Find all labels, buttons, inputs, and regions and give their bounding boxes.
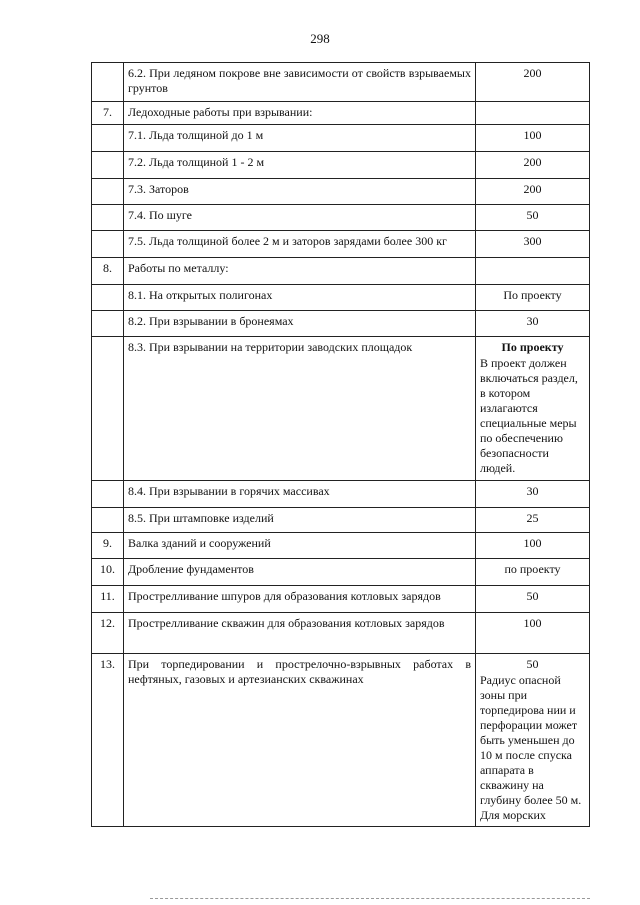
row-value [476,102,590,125]
row-number [92,63,124,102]
row-number [92,337,124,481]
row-value: 50 [476,586,590,613]
table-row [92,152,590,179]
table-row [92,125,590,152]
row-value: 30 [476,311,590,337]
row-number [92,285,124,311]
row-number [92,152,124,179]
row-description: 8.5. При штамповке изделий [124,508,476,533]
row-description: 8.1. На открытых полигонах [124,285,476,311]
row-number: 13. [92,654,124,827]
table-row [92,63,590,102]
row-description: Работы по металлу: [124,258,476,285]
row-value: 100 [476,613,590,654]
page-number: 298 [310,31,330,46]
row-number [92,231,124,258]
row-description: 8.4. При взрывании в горячих массивах [124,481,476,508]
table-row [92,258,590,285]
row-number [92,179,124,205]
row-description: Прострелливание скважин для образования котловых зарядов [124,613,476,654]
row-description: 7.4. По шуге [124,205,476,231]
row-value: По проекту [501,340,564,354]
table-row [92,559,590,586]
row-value: 50 [476,205,590,231]
row-value-cell [476,337,590,481]
row-number [92,311,124,337]
row-description: 8.3. При взрывании на территории заводских площадок [124,337,476,481]
table-row [92,613,590,654]
row-value: по проекту [476,559,590,586]
row-note: Радиус опасной зоны при торпедирова нии и перфорации может быть уменьшен до 10 м после спуска аппарата в скважину на глубину более 50 м. Для морских [480,673,582,822]
row-number: 9. [92,533,124,559]
row-value: 25 [476,508,590,533]
table-row [92,311,590,337]
row-description: 7.5. Льда толщиной более 2 м и заторов зарядами более 300 кг [124,231,476,258]
table-row [92,205,590,231]
row-description: 6.2. При ледяном покрове вне зависимости от свойств взрываемых грунтов [124,63,476,102]
row-number: 11. [92,586,124,613]
row-description: 7.2. Льда толщиной 1 - 2 м [124,152,476,179]
safety-distance-table [91,62,590,827]
table-row [92,508,590,533]
table-row [92,337,590,481]
row-value: 30 [476,481,590,508]
row-value: 200 [476,152,590,179]
row-value: 100 [476,533,590,559]
table-row [92,654,590,827]
table-row [92,231,590,258]
row-description: 7.1. Льда толщиной до 1 м [124,125,476,152]
row-description: Прострелливание шпуров для образования котловых зарядов [124,586,476,613]
row-description: Валка зданий и сооружений [124,533,476,559]
row-number: 12. [92,613,124,654]
row-number: 10. [92,559,124,586]
row-number [92,205,124,231]
row-number [92,125,124,152]
table-row [92,102,590,125]
row-value: 100 [476,125,590,152]
row-description: При торпедировании и прострелочно-взрывных работах в нефтяных, газовых и артезианских скважинах [124,654,476,827]
row-description: 7.3. Заторов [124,179,476,205]
row-number: 8. [92,258,124,285]
row-value: 300 [476,231,590,258]
row-value: 50 [526,657,539,671]
row-description: Дробление фундаментов [124,559,476,586]
row-value: 200 [476,179,590,205]
row-value: 200 [476,63,590,102]
row-value-cell [476,654,590,827]
row-value [476,258,590,285]
table-row [92,481,590,508]
row-number: 7. [92,102,124,125]
row-number [92,508,124,533]
table-row [92,285,590,311]
row-number [92,481,124,508]
row-value: По проекту [476,285,590,311]
row-note: В проект должен включаться раздел, в котором излагаются специальные меры по обеспечению безопасности людей. [480,356,578,475]
table-row [92,586,590,613]
page-bottom-rule [150,898,590,899]
table-row [92,179,590,205]
row-description: 8.2. При взрывании в бронеямах [124,311,476,337]
table-row [92,533,590,559]
row-description: Ледоходные работы при взрывании: [124,102,476,125]
